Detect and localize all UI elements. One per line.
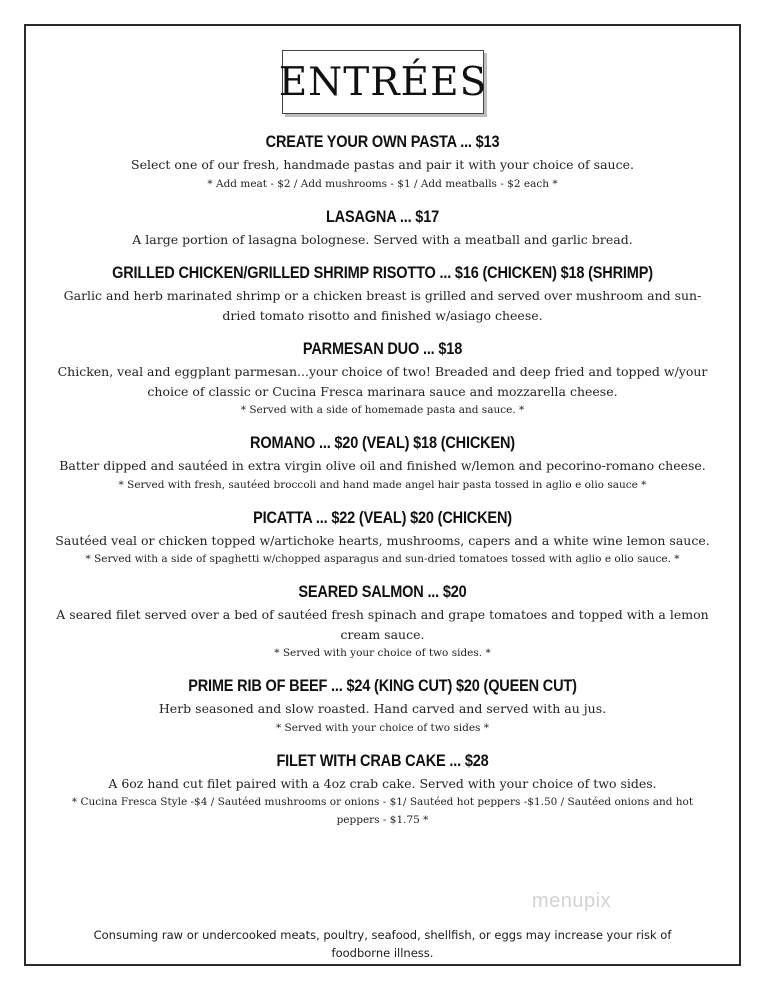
menu-item-description: A 6oz hand cut filet paired with a 4oz crab cake. Served with your choice of two sides. bbox=[108, 775, 657, 791]
menu-item-note: * Cucina Fresca Style -$4 / Sautéed mushrooms or onions - $1/ Sautéed hot peppers -$1.50 / Sautéed onions and hot peppers - $1.75 * bbox=[71, 796, 694, 826]
menu-item-description: Garlic and herb marinated shrimp or a chicken breast is grilled and served over mushroom and sun-dried tomato risotto and finished w/asiago cheese. bbox=[63, 288, 702, 323]
menu-item-note: * Served with your choice of two sides. * bbox=[274, 647, 491, 659]
menu-item-description: A seared filet served over a bed of sautéed fresh spinach and grape tomatoes and topped with a lemon cream sauce. bbox=[56, 607, 709, 642]
menu-item-note: * Add meat - $2 / Add mushrooms - $1 / Add meatballs - $2 each * bbox=[207, 177, 558, 190]
menu-item-note: * Served with a side of homemade pasta and sauce. * bbox=[240, 404, 525, 416]
menu-item-description: Batter dipped and sautéed in extra virgin olive oil and finished w/lemon and pecorino-romano cheese. bbox=[59, 458, 706, 473]
menu-item-title: PARMESAN DUO ... $18 bbox=[302, 340, 463, 358]
menu-item-title: PRIME RIB OF BEEF ... $24 (KING CUT) $20 (QUEEN CUT) bbox=[188, 677, 577, 695]
menu-item-description: Chicken, veal and eggplant parmesan...your choice of two! Breaded and deep fried and topped w/your choice of classic or Cucina Fresca marinara sauce and mozzarella cheese. bbox=[57, 364, 708, 399]
menu-item-description: Herb seasoned and slow roasted. Hand carved and served with au jus. bbox=[158, 701, 607, 716]
food-safety-disclaimer: Consuming raw or undercooked meats, poultry, seafood, shellfish, or eggs may increase your risk of foodborne illness. bbox=[93, 928, 672, 960]
menu-item bbox=[40, 131, 725, 193]
menu-item-note: * Served with your choice of two sides * bbox=[275, 721, 490, 734]
menu-item-description: Sautéed veal or chicken topped w/artichoke hearts, mushrooms, capers and a white wine lemon sauce. bbox=[55, 532, 710, 548]
watermark: menupix bbox=[532, 890, 612, 912]
title-box bbox=[278, 50, 488, 114]
menu-item-description: A large portion of lasagna bolognese. Served with a meatball and garlic bread. bbox=[132, 231, 633, 247]
menu-list bbox=[40, 131, 725, 842]
menu-item-title: LASAGNA ... $17 bbox=[325, 207, 439, 226]
menu-item-description: Select one of our fresh, handmade pastas and pair it with your choice of sauce. bbox=[131, 157, 634, 172]
menu-item bbox=[40, 338, 725, 419]
menu-item-title: FILET WITH CRAB CAKE ... $28 bbox=[276, 751, 489, 770]
menu-item bbox=[40, 675, 725, 737]
menu-item bbox=[40, 507, 725, 569]
menu-item bbox=[40, 750, 725, 830]
menu-item-note: * Served with fresh, sautéed broccoli and hand made angel hair pasta tossed in aglio e olio sauce * bbox=[118, 478, 647, 491]
menu-item bbox=[40, 206, 725, 250]
menu-item bbox=[40, 262, 725, 325]
menu-item-title: ROMANO ... $20 (VEAL) $18 (CHICKEN) bbox=[250, 434, 515, 452]
menu-item-title: GRILLED CHICKEN/GRILLED SHRIMP RISOTTO ... $16 (CHICKEN) $18 (SHRIMP) bbox=[112, 264, 653, 282]
page-title: ENTRÉES bbox=[278, 59, 488, 105]
menu-item-note: * Served with a side of spaghetti w/chopped asparagus and sun-dried tomatoes tossed with aglio e olio sauce. * bbox=[85, 553, 680, 565]
menu-item-title: CREATE YOUR OWN PASTA ... $13 bbox=[265, 133, 500, 151]
menu-item-title: SEARED SALMON ... $20 bbox=[298, 583, 467, 601]
menu-item bbox=[40, 432, 725, 494]
menu-item-title: PICATTA ... $22 (VEAL) $20 (CHICKEN) bbox=[253, 508, 512, 527]
menu-item bbox=[40, 581, 725, 662]
